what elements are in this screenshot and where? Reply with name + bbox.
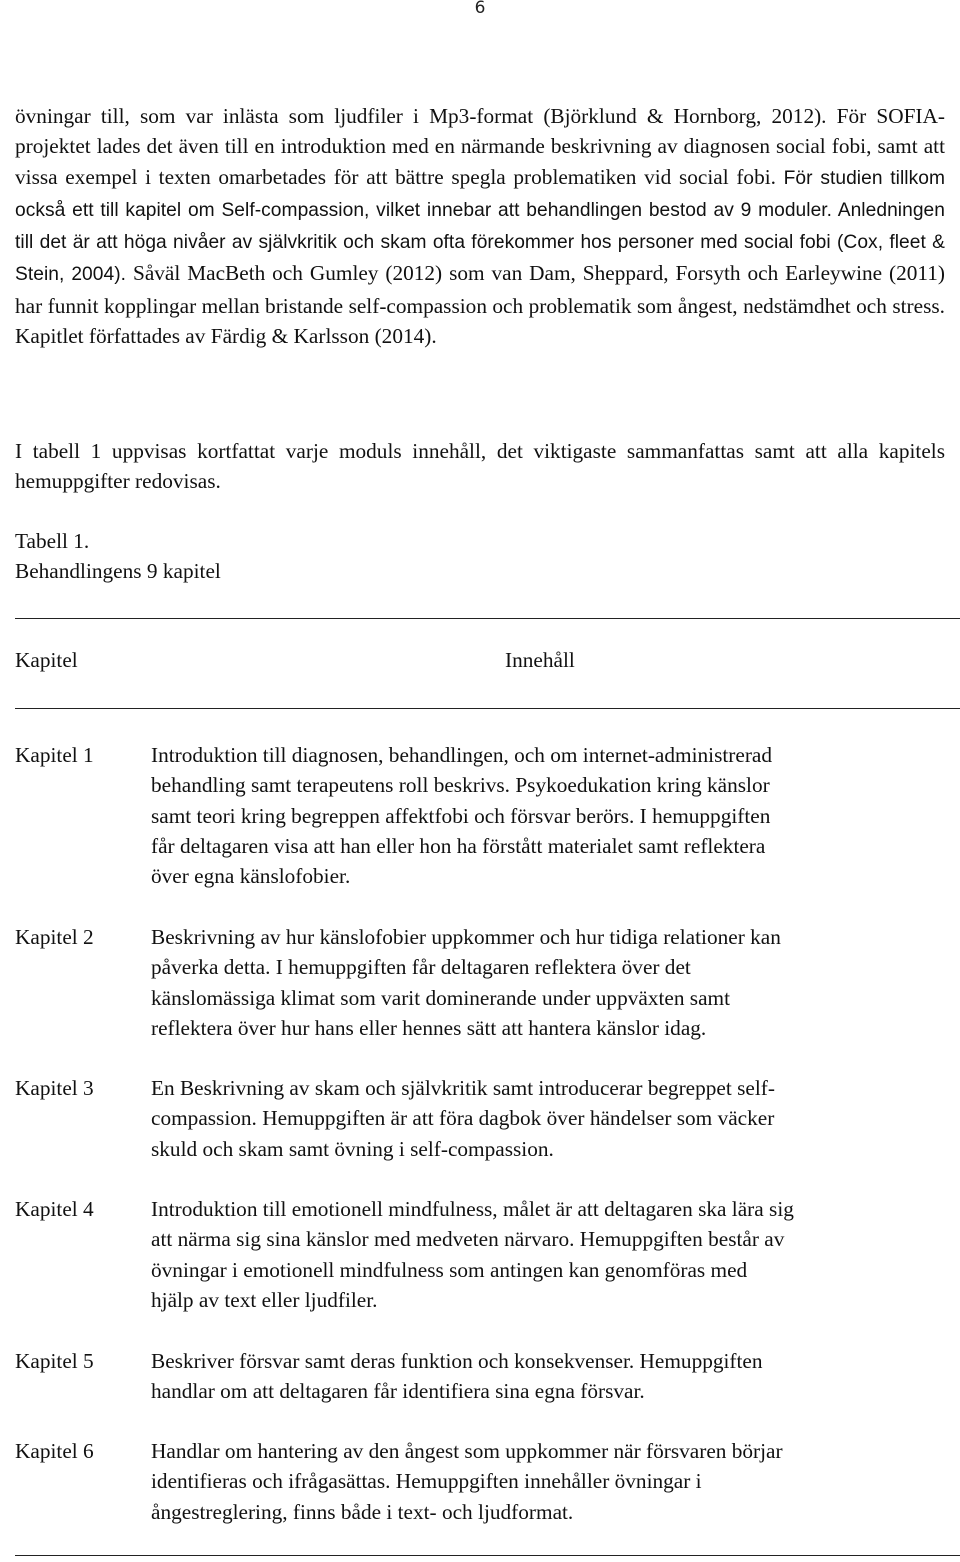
table-row-6-kapitel: Kapitel 6 [15, 1439, 94, 1463]
paragraph-1-part-c: Såväl MacBeth och Gumley (2012) som van Dam, Sheppard, Forsyth och Earleywine (2011) har funnit kopplingar mellan bristande self-compassion och problematik som ångest, nedstämdhet och stress. Kapitlet författades av Färdig & Karlsson (2014). [15, 261, 946, 349]
table-row-1-innehall: Introduktion till diagnosen, behandlingen, och om internet-administrerad behandling samt terapeutens roll beskrivs. Psykoedukation kring känslor samt teori kring begreppen affektfobi och försvar berörs. I hemuppgiften får deltagaren visa att han eller hon ha förstått materialet samt reflektera över egna känslofobier. [151, 743, 773, 889]
table-bottom-rule [15, 1555, 960, 1556]
table-row-6-innehall: Handlar om hantering av den ångest som uppkommer när försvaren börjar identifieras och ifrågasättas. Hemuppgiften innehåller övningar i ångestreglering, finns både i text- och ljudformat. [151, 1439, 783, 1524]
body-paragraph-2: I tabell 1 uppvisas kortfattat varje moduls innehåll, det viktigaste sammanfattas samt att alla kapitels hemuppgifter redovisas. [15, 439, 945, 494]
table-row-2-kapitel: Kapitel 2 [15, 925, 94, 949]
table-top-rule [15, 618, 960, 619]
paragraph-1-part-a: övningar till, som var inlästa som ljudfiler i Mp3-format (Björklund & Hornborg, 2012). För SOFIA-projektet lades det även till en introduktion med en närmande beskrivning av diagnosen social fobi, samt att vissa exempel i texten omarbetades för att bättre spegla problematiken vid social fobi. [15, 104, 945, 189]
table-row-4-innehall: Introduktion till emotionell mindfulness, målet är att deltagaren ska lära sig att närma sig sina känslor med medveten närvaro. Hemuppgiften består av övningar i emotionell mindfulness som antingen kan genomföras med hjälp av text eller ljudfiler. [151, 1197, 794, 1312]
table-row-2-innehall: Beskrivning av hur känslofobier uppkommer och hur tidiga relationer kan påverka detta. I hemuppgiften får deltagaren reflektera över det känslomässiga klimat som varit dominerande under uppväxten samt reflektera över hur hans eller hennes sätt att hantera känslor idag. [151, 925, 781, 1040]
table-row-3-innehall: En Beskrivning av skam och självkritik samt introducerar begreppet self- compassion. Hemuppgiften är att föra dagbok över händelser som väcker skuld och skam samt övning i self-compassion. [151, 1076, 775, 1161]
table-header-innehall: Innehåll [505, 648, 575, 672]
table-header-kapitel: Kapitel [15, 648, 78, 672]
table-caption-number: Tabell 1. [15, 529, 90, 553]
table-header-rule [15, 708, 960, 709]
paragraph-1-part-b: För studien tillkom också ett till kapitel om Self-compassion, vilket innebar att behandlingen bestod av 9 moduler. Anledningen till det är att höga nivåer av självkritik och skam ofta förekommer hos personer med social fobi (Cox, fleet & Stein, 2004). [15, 167, 945, 286]
table-row-4-kapitel: Kapitel 4 [15, 1197, 94, 1221]
table-row-3-kapitel: Kapitel 3 [15, 1076, 94, 1100]
table-caption-title: Behandlingens 9 kapitel [15, 559, 221, 583]
page-number: 6 [474, 0, 486, 18]
body-paragraph-1 [15, 101, 945, 351]
table-row-5-innehall: Beskriver försvar samt deras funktion och konsekvenser. Hemuppgiften handlar om att deltagaren får identifiera sina egna försvar. [151, 1349, 763, 1404]
table-row-1-kapitel: Kapitel 1 [15, 743, 94, 767]
table-row-5-kapitel: Kapitel 5 [15, 1349, 94, 1373]
